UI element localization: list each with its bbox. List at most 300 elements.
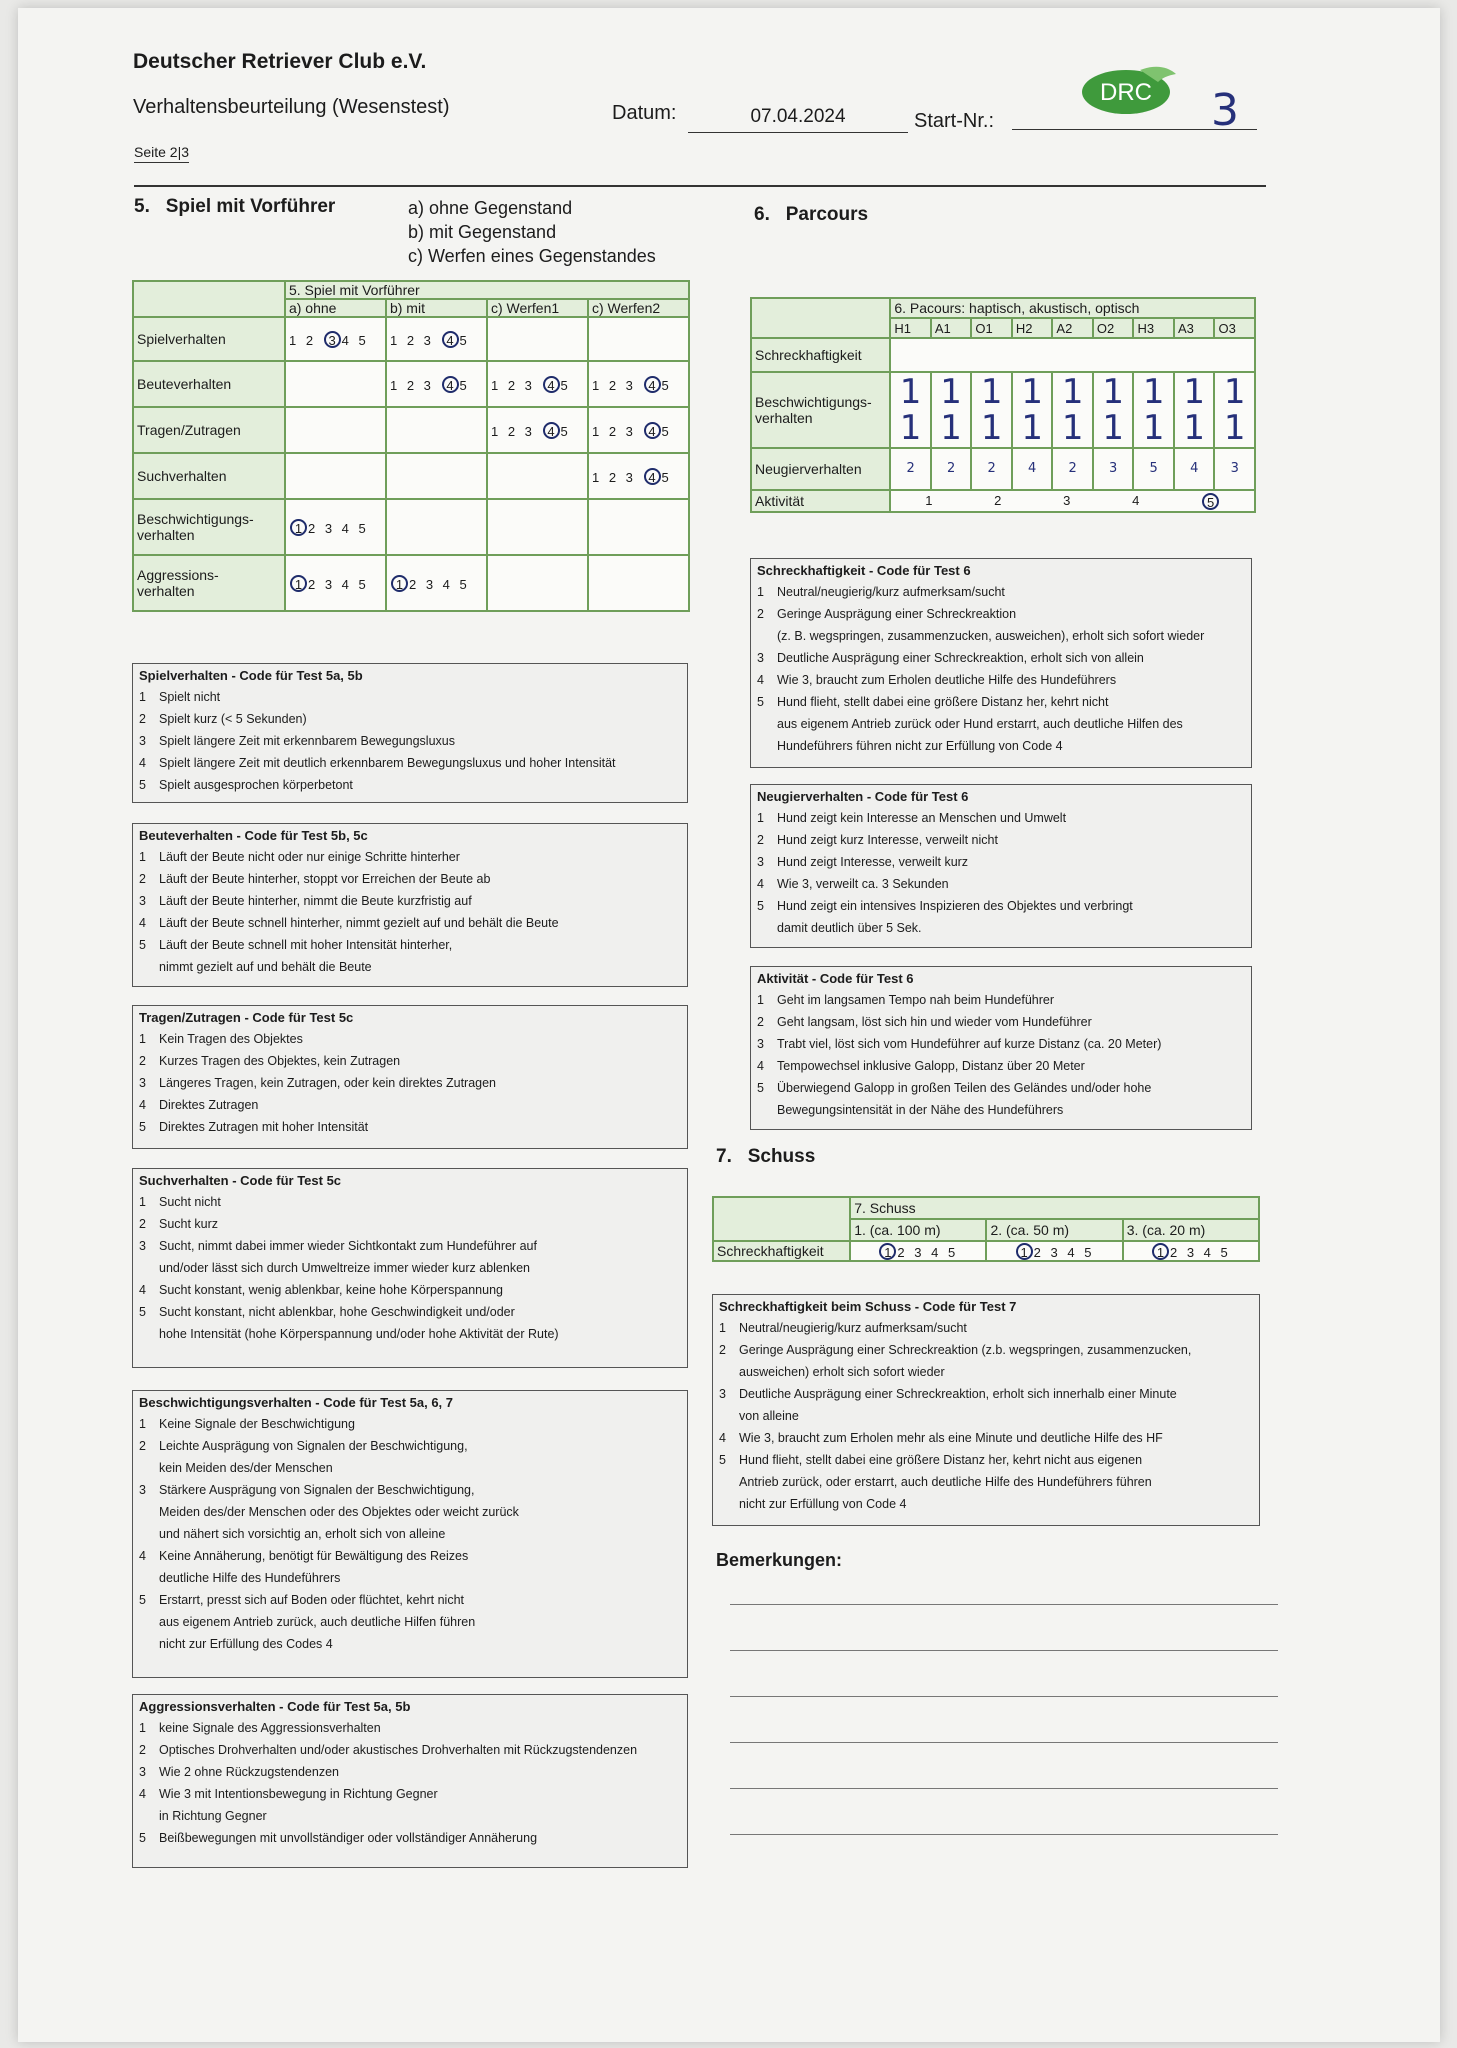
sec6-col-header: O2 xyxy=(1093,318,1134,338)
sec6-neu-value[interactable]: 3 xyxy=(1093,448,1134,490)
score-option: 3 xyxy=(625,423,636,439)
score-option: 2 xyxy=(406,332,418,348)
code-box xyxy=(750,784,1252,948)
code-item xyxy=(139,1072,681,1094)
code-box xyxy=(750,558,1252,768)
sec6-row-neu: Neugierverhalten xyxy=(751,448,890,490)
score-option: 1 xyxy=(389,332,401,348)
circled-score: 4 xyxy=(442,376,459,393)
code-item xyxy=(139,1213,681,1235)
score-option: 3 xyxy=(423,332,434,348)
sec5-score-cell[interactable] xyxy=(588,555,689,611)
code-text: Geringe Ausprägung einer Schreckreaktion (z.b. wegspringen, zusammenzucken, xyxy=(739,1343,1192,1357)
code-text: Kein Tragen des Objektes xyxy=(159,1032,303,1046)
sec7-col-header: 3. (ca. 20 m) xyxy=(1123,1219,1259,1241)
score-option: 1 xyxy=(288,332,300,348)
code-item xyxy=(139,846,681,868)
sec5-score-cell[interactable] xyxy=(487,453,588,499)
code-text: aus eigenem Antrieb zurück oder Hund erstarrt, auch deutliche Hilfen des xyxy=(777,717,1183,731)
code-item xyxy=(719,1383,1253,1405)
code-text: Hund zeigt kurz Interesse, verweilt nicht xyxy=(777,833,998,847)
code-number: 5 xyxy=(757,1081,764,1095)
sec7-col-header: 1. (ca. 100 m) xyxy=(850,1219,986,1241)
code-number: 2 xyxy=(139,712,146,726)
code-number: 1 xyxy=(757,585,764,599)
code-number xyxy=(139,1257,159,1279)
remarks-line-2[interactable] xyxy=(730,1650,1278,1651)
code-number: 1 xyxy=(139,1195,146,1209)
code-number: 2 xyxy=(757,607,764,621)
code-number: 1 xyxy=(139,1721,146,1735)
sec5-score-cell[interactable] xyxy=(487,499,588,555)
code-item xyxy=(719,1317,1253,1339)
circled-score: 1 xyxy=(879,1243,896,1260)
circled-score: 4 xyxy=(543,422,560,439)
code-item xyxy=(139,1457,681,1479)
sec6-table xyxy=(750,297,1256,513)
sec5-score-cell[interactable] xyxy=(588,499,689,555)
code-box xyxy=(132,1005,688,1149)
code-text: Direktes Zutragen xyxy=(159,1098,259,1112)
sec7-heading xyxy=(716,1146,815,1168)
sec6-besch-value[interactable]: 1 1 xyxy=(1133,372,1174,448)
code-number xyxy=(139,956,159,978)
score-option: 3 xyxy=(1063,492,1071,508)
code-number xyxy=(757,735,777,757)
circled-score: 1 xyxy=(1152,1243,1169,1260)
header-divider xyxy=(134,185,1266,187)
sec5-score-cell[interactable] xyxy=(487,407,588,453)
code-item xyxy=(139,1323,681,1345)
sec6-col-header: H2 xyxy=(1012,318,1053,338)
sec5-score-cell[interactable] xyxy=(588,361,689,407)
code-text: hohe Intensität (hohe Körperspannung und/oder hohe Aktivität der Rute) xyxy=(159,1327,559,1341)
code-number: 5 xyxy=(719,1453,726,1467)
sec6-besch-value[interactable]: 1 1 xyxy=(971,372,1012,448)
code-number: 4 xyxy=(757,673,764,687)
score-option: 2 xyxy=(507,423,519,439)
code-text: und/oder lässt sich durch Umweltreize immer wieder kurz ablenken xyxy=(159,1261,530,1275)
score-option: 3 xyxy=(324,576,336,592)
score-option: 2 xyxy=(408,576,420,592)
score-option: 5 xyxy=(1084,1244,1095,1260)
code-item xyxy=(719,1493,1253,1515)
score-option: 5 xyxy=(459,332,470,348)
sec6-neu-value[interactable]: 5 xyxy=(1133,448,1174,490)
code-number: 3 xyxy=(139,1483,146,1497)
code-text: Geht langsam, löst sich hin und wieder vom Hundeführer xyxy=(777,1015,1092,1029)
score-option: 4 xyxy=(931,1244,942,1260)
sec5-score-cell[interactable] xyxy=(487,361,588,407)
code-number xyxy=(757,1099,777,1121)
code-number xyxy=(757,917,777,939)
sec7-corner xyxy=(713,1197,850,1241)
code-item xyxy=(139,1633,681,1655)
code-number xyxy=(139,1805,159,1827)
code-box-title: Tragen/Zutragen - Code für Test 5c xyxy=(139,1010,354,1025)
code-text: Sucht, nimmt dabei immer wieder Sichtkontakt zum Hundeführer auf xyxy=(159,1239,537,1253)
sec5-sub-a: a) ohne Gegenstand xyxy=(408,198,573,218)
score-option: 4 xyxy=(1203,1244,1214,1260)
score-option: 2 xyxy=(608,469,620,485)
code-item xyxy=(139,1301,681,1323)
code-box xyxy=(712,1294,1260,1526)
code-item xyxy=(139,1050,681,1072)
code-number: 5 xyxy=(139,778,146,792)
sec6-besch-value[interactable]: 1 1 xyxy=(1012,372,1053,448)
code-item xyxy=(139,912,681,934)
code-item xyxy=(757,1077,1245,1099)
score-option: 5 xyxy=(661,377,672,393)
sec5-score-cell[interactable] xyxy=(386,499,487,555)
score-option: 5 xyxy=(358,332,369,348)
remarks-line-5[interactable] xyxy=(730,1788,1278,1789)
code-item xyxy=(139,1545,681,1567)
sec6-besch-value[interactable]: 1 1 xyxy=(1052,372,1093,448)
code-text: Sucht konstant, nicht ablenkbar, hohe Geschwindigkeit und/oder xyxy=(159,1305,515,1319)
code-number: 4 xyxy=(757,1059,764,1073)
code-text: Sucht konstant, wenig ablenkbar, keine hohe Körperspannung xyxy=(159,1283,503,1297)
sec7-table-title: 7. Schuss xyxy=(850,1197,1259,1219)
code-item xyxy=(139,1611,681,1633)
page-indicator: Seite 2|3 xyxy=(134,144,189,163)
code-number xyxy=(757,713,777,735)
circled-score: 4 xyxy=(543,376,560,393)
sec5-score-cell[interactable] xyxy=(386,555,487,611)
sec6-col-header: O3 xyxy=(1214,318,1255,338)
score-option: 5 xyxy=(1220,1244,1231,1260)
code-text: Kurzes Tragen des Objektes, kein Zutragen xyxy=(159,1054,401,1068)
score-option: 2 xyxy=(307,576,319,592)
sec7-row-label: Schreckhaftigkeit xyxy=(713,1241,850,1261)
sec7-title: Schuss xyxy=(747,1146,816,1167)
code-number: 1 xyxy=(139,850,146,864)
datum-field[interactable]: 07.04.2024 xyxy=(688,106,908,133)
remarks-line-4[interactable] xyxy=(730,1742,1278,1743)
score-option: 1 xyxy=(591,469,603,485)
code-item xyxy=(757,829,1245,851)
code-item xyxy=(139,1116,681,1138)
sec5-title: Spiel mit Vorführer xyxy=(165,196,336,217)
code-number: 3 xyxy=(757,855,764,869)
code-number: 5 xyxy=(139,1305,146,1319)
sec6-neu-value[interactable]: 2 xyxy=(1052,448,1093,490)
sec6-neu-value[interactable]: 4 xyxy=(1012,448,1053,490)
code-text: (z. B. wegspringen, zusammenzucken, ausweichen), erholt sich sofort wieder xyxy=(777,629,1205,643)
code-item xyxy=(719,1471,1253,1493)
code-text: Läuft der Beute schnell mit hoher Intensität hinterher, xyxy=(159,938,453,952)
sec5-row xyxy=(133,317,689,361)
code-number: 3 xyxy=(139,734,146,748)
start-number-field[interactable]: 3 xyxy=(1012,92,1257,130)
score-option: 2 xyxy=(897,1244,908,1260)
remarks-line-3[interactable] xyxy=(730,1696,1278,1697)
score-option: 5 xyxy=(661,423,672,439)
score-option: 2 xyxy=(1169,1244,1181,1260)
code-text: Spielt längere Zeit mit deutlich erkennbarem Bewegungsluxus und hoher Intensität xyxy=(159,756,616,770)
code-number: 1 xyxy=(139,1032,146,1046)
circled-score: 1 xyxy=(391,575,408,592)
sec6-besch-value[interactable]: 1 1 xyxy=(931,372,972,448)
sec5-row-label: Beuteverhalten xyxy=(133,361,285,407)
code-item xyxy=(139,730,681,752)
code-text: Wie 3, braucht zum Erholen mehr als eine Minute und deutliche Hilfe des HF xyxy=(739,1431,1163,1445)
code-text: Optisches Drohverhalten und/oder akustisches Drohverhalten mit Rückzugstendenzen xyxy=(159,1743,638,1757)
code-text: Bewegungsintensität in der Nähe des Hundeführers xyxy=(777,1103,1064,1117)
remarks-line-6[interactable] xyxy=(730,1834,1278,1835)
score-option: 2 xyxy=(305,332,317,348)
code-item xyxy=(757,625,1245,647)
code-item xyxy=(139,1479,681,1501)
sec5-score-cell[interactable] xyxy=(386,453,487,499)
code-text: kein Meiden des/der Menschen xyxy=(159,1461,333,1475)
sec5-score-cell[interactable] xyxy=(285,499,386,555)
code-text: Hund flieht, stellt dabei eine größere Distanz her, kehrt nicht xyxy=(777,695,1109,709)
code-box-title: Aktivität - Code für Test 6 xyxy=(757,971,914,986)
code-item xyxy=(757,1011,1245,1033)
code-text: Spielt nicht xyxy=(159,690,221,704)
sec5-score-cell[interactable] xyxy=(386,317,487,361)
code-number xyxy=(757,625,777,647)
code-text: nicht zur Erfüllung von Code 4 xyxy=(739,1497,907,1511)
circled-score: 1 xyxy=(1016,1243,1033,1260)
sec6-neu-value[interactable]: 2 xyxy=(971,448,1012,490)
code-item xyxy=(757,691,1245,713)
sec6-neu-value[interactable]: 3 xyxy=(1214,448,1255,490)
code-item xyxy=(757,807,1245,829)
sec5-score-cell[interactable] xyxy=(386,361,487,407)
code-item xyxy=(139,752,681,774)
score-option: 4 xyxy=(341,332,352,348)
sec5-col-b: b) mit xyxy=(386,299,487,317)
score-option: 3 xyxy=(625,469,636,485)
circled-score: 4 xyxy=(644,422,661,439)
code-text: Geht im langsamen Tempo nah beim Hundeführer xyxy=(777,993,1055,1007)
code-item xyxy=(757,989,1245,1011)
code-text: Neutral/neugierig/kurz aufmerksam/sucht xyxy=(777,585,1005,599)
sec6-number: 6. xyxy=(754,204,770,225)
sec5-score-cell[interactable] xyxy=(487,555,588,611)
sec5-sub-b: b) mit Gegenstand xyxy=(408,222,557,242)
code-item xyxy=(139,1028,681,1050)
code-item xyxy=(139,1589,681,1611)
score-option: 5 xyxy=(459,377,470,393)
code-number xyxy=(139,1501,159,1523)
code-text: Hund flieht, stellt dabei eine größere Distanz her, kehrt nicht aus eigenen xyxy=(739,1453,1143,1467)
sec5-score-cell[interactable] xyxy=(285,407,386,453)
score-option: 2 xyxy=(507,377,519,393)
code-item xyxy=(139,1783,681,1805)
sec6-neu-value[interactable]: 4 xyxy=(1174,448,1215,490)
code-text: keine Signale des Aggressionsverhalten xyxy=(159,1721,381,1735)
sec5-row-label: Spielverhalten xyxy=(133,317,285,361)
code-number: 3 xyxy=(757,1037,764,1051)
code-box xyxy=(132,1168,688,1368)
code-text: und nähert sich vorsichtig an, erholt sich von alleine xyxy=(159,1527,446,1541)
sec6-col-header: A1 xyxy=(931,318,972,338)
code-item xyxy=(757,1099,1245,1121)
code-text: Meiden des/der Menschen oder des Objektes oder weicht zurück xyxy=(159,1505,519,1519)
code-number: 3 xyxy=(139,894,146,908)
sec7-score-cell[interactable] xyxy=(986,1241,1122,1261)
code-text: Deutliche Ausprägung einer Schreckreaktion, erholt sich innerhalb einer Minute xyxy=(739,1387,1177,1401)
code-text: Wie 3, braucht zum Erholen deutliche Hilfe des Hundeführers xyxy=(777,673,1117,687)
sec5-heading xyxy=(134,196,335,218)
sec6-neu-value[interactable]: 2 xyxy=(890,448,931,490)
code-number: 5 xyxy=(757,899,764,913)
score-option: 3 xyxy=(625,377,636,393)
code-item xyxy=(139,1805,681,1827)
code-number xyxy=(719,1493,739,1515)
sec5-col-a: a) ohne xyxy=(285,299,386,317)
sec7-col-header: 2. (ca. 50 m) xyxy=(986,1219,1122,1241)
code-number xyxy=(719,1471,739,1493)
code-item xyxy=(757,603,1245,625)
code-item xyxy=(139,1567,681,1589)
sec6-table-title: 6. Pacours: haptisch, akustisch, optisch xyxy=(890,298,1255,318)
code-text: Neutral/neugierig/kurz aufmerksam/sucht xyxy=(739,1321,967,1335)
code-box xyxy=(132,1694,688,1868)
sec7-score-cell[interactable] xyxy=(1123,1241,1259,1261)
code-text: Beißbewegungen mit unvollständiger oder vollständiger Annäherung xyxy=(159,1831,538,1845)
code-item xyxy=(719,1449,1253,1471)
code-number: 5 xyxy=(139,1593,146,1607)
code-number: 3 xyxy=(139,1076,146,1090)
score-option: 4 xyxy=(1067,1244,1078,1260)
sec5-row xyxy=(133,453,689,499)
code-number xyxy=(139,1611,159,1633)
sec5-score-cell[interactable] xyxy=(588,407,689,453)
code-item xyxy=(139,956,681,978)
score-option: 3 xyxy=(1050,1244,1061,1260)
score-option: 1 xyxy=(591,423,603,439)
code-item xyxy=(139,890,681,912)
sec5-score-cell[interactable] xyxy=(285,555,386,611)
code-text: Wie 3, verweilt ca. 3 Sekunden xyxy=(777,877,949,891)
sec6-besch-value[interactable]: 1 1 xyxy=(1174,372,1215,448)
code-number: 5 xyxy=(757,695,764,709)
code-text: Erstarrt, presst sich auf Boden oder flüchtet, kehrt nicht xyxy=(159,1593,465,1607)
sec7-table xyxy=(712,1196,1260,1262)
sec5-score-cell[interactable] xyxy=(285,361,386,407)
code-number: 1 xyxy=(139,1417,146,1431)
sec6-title: Parcours xyxy=(785,204,869,225)
form-sheet xyxy=(18,8,1440,2042)
score-option: 3 xyxy=(524,423,535,439)
code-text: Keine Signale der Beschwichtigung xyxy=(159,1417,355,1431)
circled-score: 4 xyxy=(442,331,459,348)
drc-logo xyxy=(1080,60,1180,118)
sec5-table-title: 5. Spiel mit Vorführer xyxy=(285,281,689,299)
sec5-score-cell[interactable] xyxy=(285,453,386,499)
code-number: 1 xyxy=(139,690,146,704)
logo-text: DRC xyxy=(1100,79,1152,106)
code-number: 3 xyxy=(139,1765,146,1779)
remarks-line-1[interactable] xyxy=(730,1604,1278,1605)
code-number: 2 xyxy=(139,872,146,886)
score-option: 4 xyxy=(442,576,453,592)
code-item xyxy=(139,1739,681,1761)
score-option: 2 xyxy=(406,377,418,393)
circled-score: 4 xyxy=(644,468,661,485)
code-item xyxy=(139,708,681,730)
sec5-score-cell[interactable] xyxy=(588,453,689,499)
sec7-score-cell[interactable] xyxy=(850,1241,986,1261)
score-option: 2 xyxy=(608,423,620,439)
code-text: Stärkere Ausprägung von Signalen der Beschwichtigung, xyxy=(159,1483,475,1497)
score-option: 3 xyxy=(524,377,535,393)
sec6-row-besch: Beschwichtigungs- verhalten xyxy=(751,372,890,448)
score-option: 5 xyxy=(947,1244,959,1260)
sec5-score-cell[interactable] xyxy=(285,317,386,361)
sec6-col-header: O1 xyxy=(971,318,1012,338)
score-option: 5 xyxy=(560,423,571,439)
circled-score: 4 xyxy=(644,376,661,393)
sec5-row xyxy=(133,499,689,555)
code-number: 5 xyxy=(139,1831,146,1845)
sec6-corner xyxy=(751,298,890,338)
code-item xyxy=(139,1761,681,1783)
score-option: 1 xyxy=(490,377,502,393)
code-text: Läuft der Beute hinterher, stoppt vor Erreichen der Beute ab xyxy=(159,872,491,886)
code-text: Geringe Ausprägung einer Schreckreaktion xyxy=(777,607,1017,621)
sec6-besch-value[interactable]: 1 1 xyxy=(890,372,931,448)
code-text: nicht zur Erfüllung des Codes 4 xyxy=(159,1637,333,1651)
code-item xyxy=(139,774,681,796)
code-number: 4 xyxy=(139,756,146,770)
code-item xyxy=(757,917,1245,939)
code-number: 3 xyxy=(757,651,764,665)
code-text: Längeres Tragen, kein Zutragen, oder kein direktes Zutragen xyxy=(159,1076,497,1090)
sec5-score-cell[interactable] xyxy=(487,317,588,361)
code-number: 4 xyxy=(757,877,764,891)
code-number: 2 xyxy=(139,1054,146,1068)
code-box xyxy=(132,1390,688,1678)
code-number: 4 xyxy=(139,916,146,930)
code-item xyxy=(719,1361,1253,1383)
sec6-besch-value[interactable]: 1 1 xyxy=(1214,372,1255,448)
code-text: in Richtung Gegner xyxy=(159,1809,267,1823)
sec6-col-header: H1 xyxy=(890,318,931,338)
code-number: 4 xyxy=(139,1787,146,1801)
code-item xyxy=(139,1279,681,1301)
code-item xyxy=(139,1501,681,1523)
code-box-title: Aggressionsverhalten - Code für Test 5a, 5b xyxy=(139,1699,411,1714)
sec6-besch-value[interactable]: 1 1 xyxy=(1093,372,1134,448)
sec5-score-cell[interactable] xyxy=(386,407,487,453)
code-number: 2 xyxy=(757,833,764,847)
sec5-sublist xyxy=(408,196,656,268)
code-text: Deutliche Ausprägung einer Schreckreaktion, erholt sich von allein xyxy=(777,651,1144,665)
score-option: 5 xyxy=(358,520,369,536)
code-text: Wie 3 mit Intentionsbewegung in Richtung Gegner xyxy=(159,1787,438,1801)
score-option: 2 xyxy=(1033,1244,1044,1260)
code-number: 1 xyxy=(757,811,764,825)
datum-label: Datum: xyxy=(612,102,677,124)
sec7-number: 7. xyxy=(716,1146,732,1167)
code-text: Tempowechsel inklusive Galopp, Distanz über 20 Meter xyxy=(777,1059,1085,1073)
sec6-neu-value[interactable]: 2 xyxy=(931,448,972,490)
code-number: 2 xyxy=(757,1015,764,1029)
sec6-akt-scale xyxy=(890,490,1255,512)
code-text: von alleine xyxy=(739,1409,799,1423)
score-option: 4 xyxy=(341,520,352,536)
code-number: 1 xyxy=(719,1321,726,1335)
score-option: 3 xyxy=(423,377,434,393)
sec5-score-cell[interactable] xyxy=(588,317,689,361)
code-text: Wie 2 ohne Rückzugstendenzen xyxy=(159,1765,339,1779)
score-option: 5 xyxy=(459,576,470,592)
